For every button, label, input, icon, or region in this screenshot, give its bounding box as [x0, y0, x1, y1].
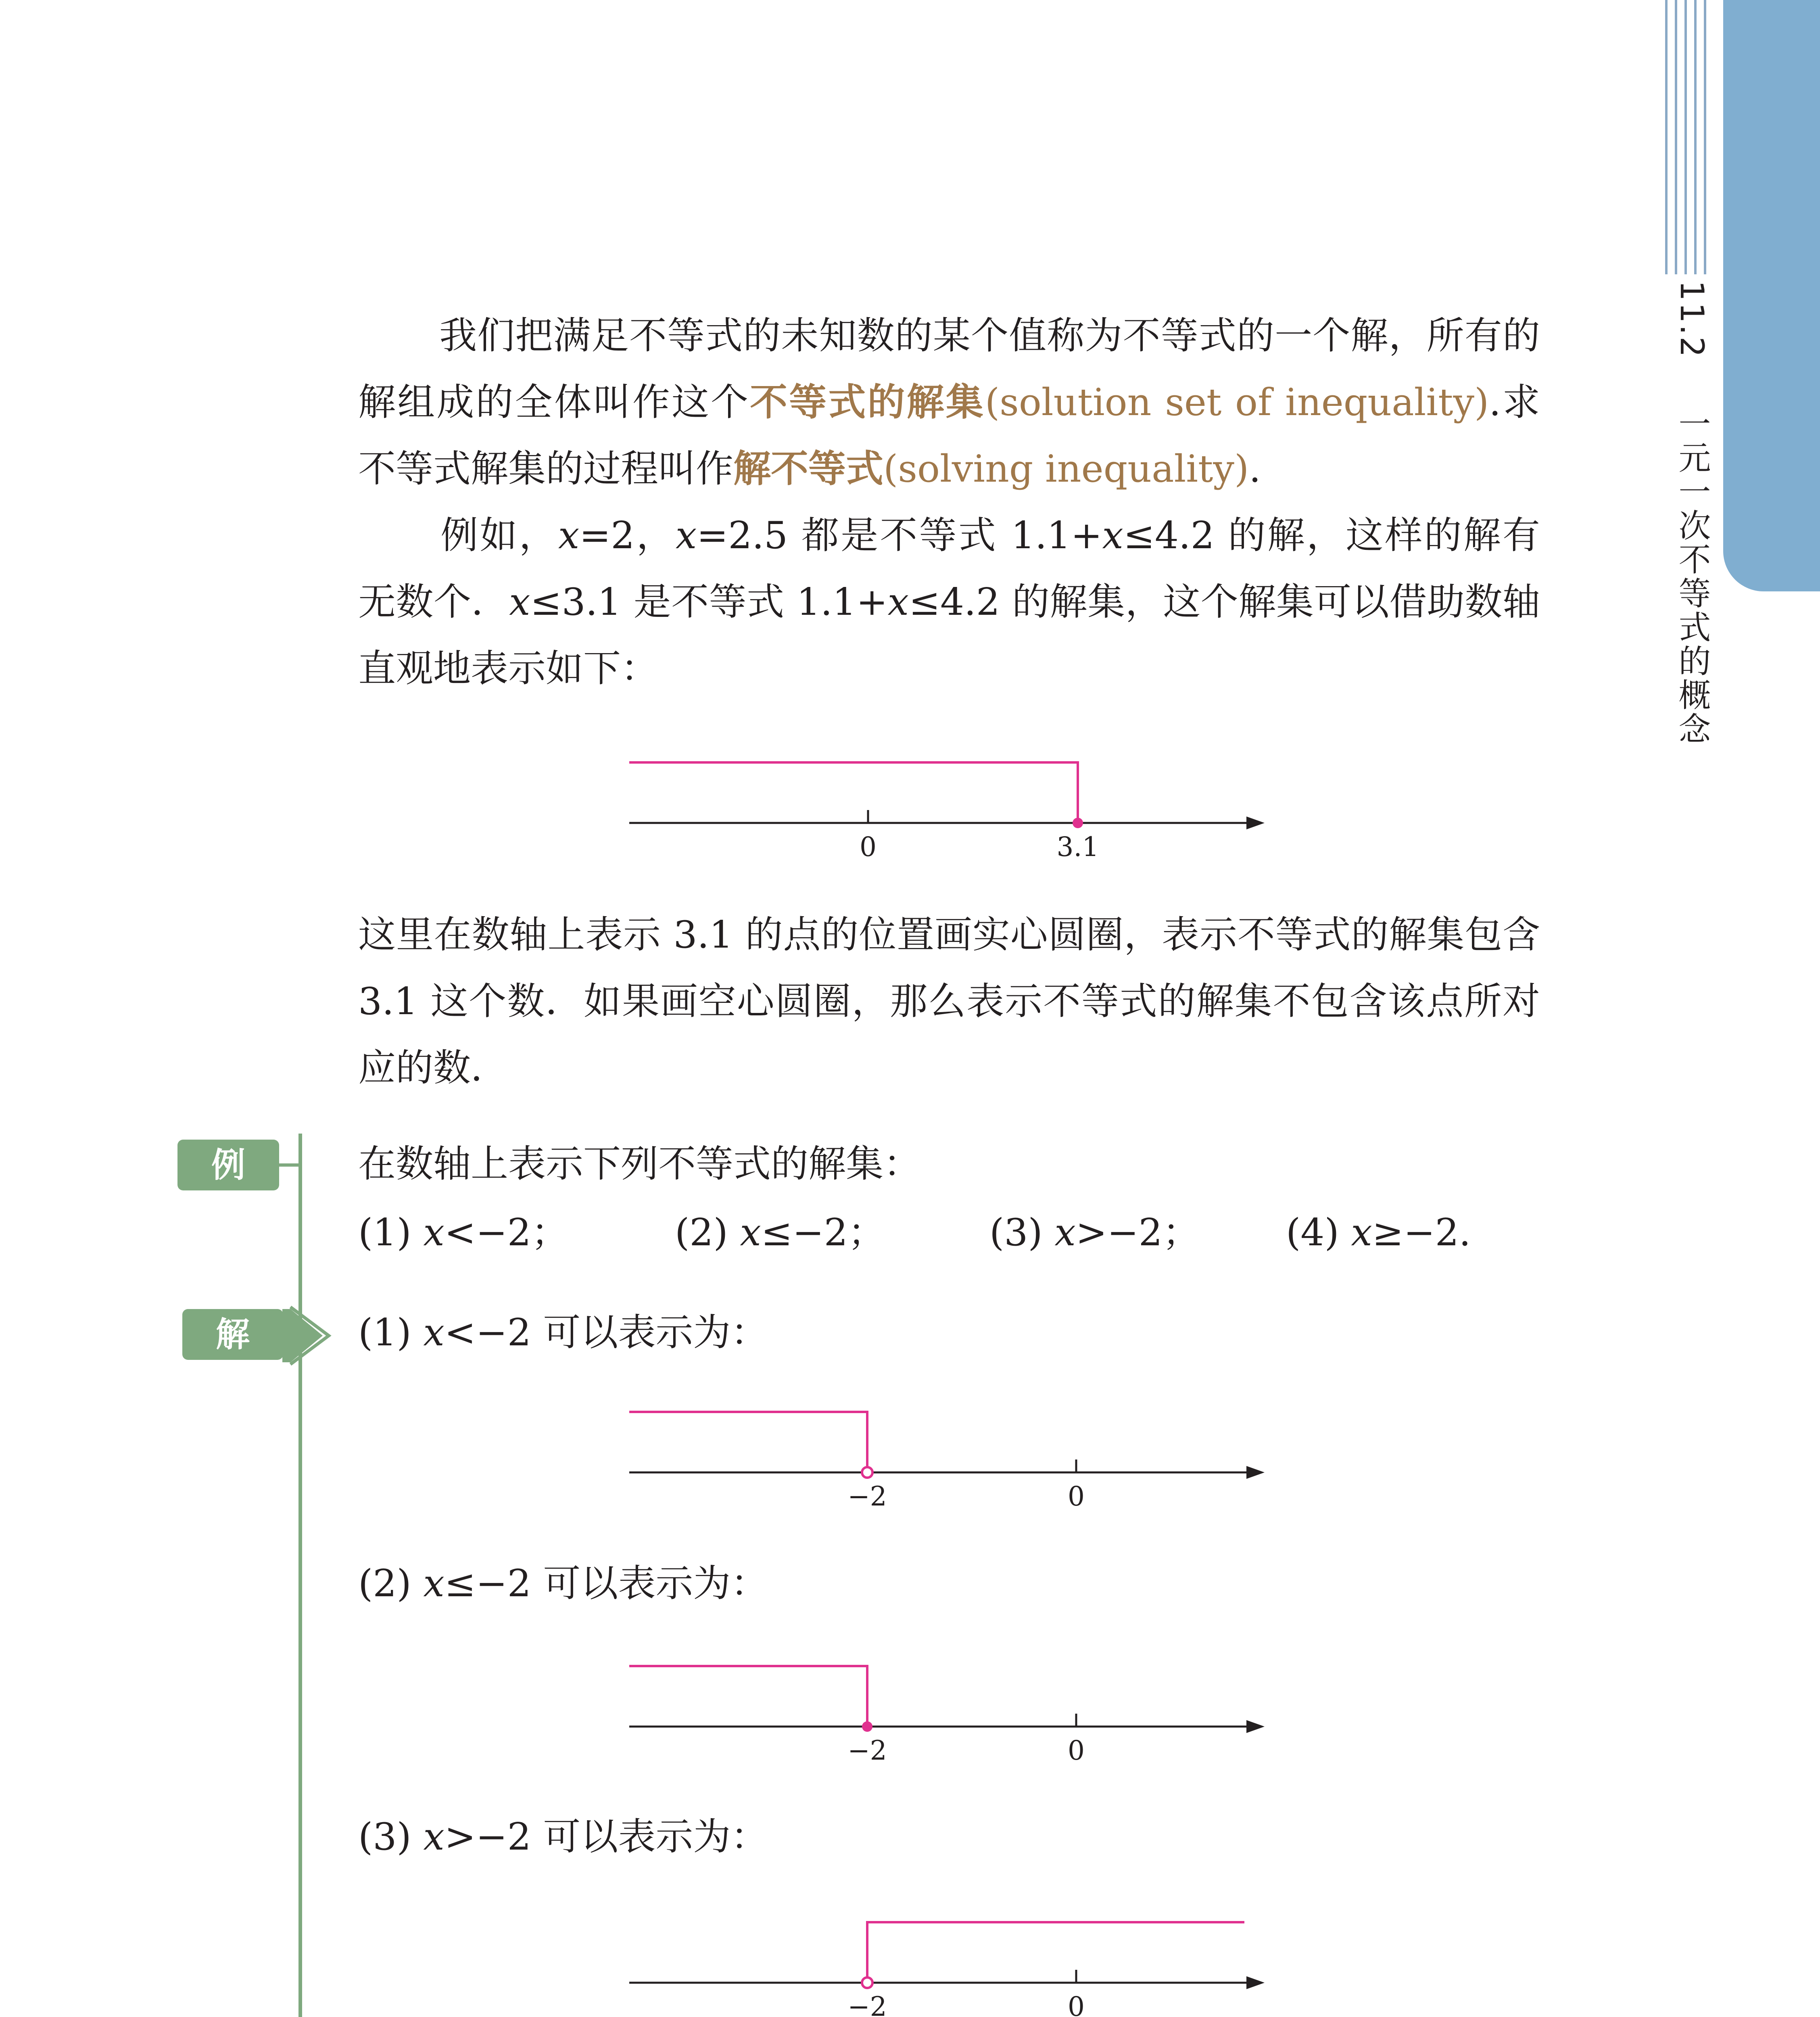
term-solving-inequality: 解不等式	[733, 447, 883, 491]
definition-paragraph: 我们把满足不等式的未知数的某个值称为不等式的一个解，所有的解组成的全体叫作这个不等式的解集(solution set of inequality).求不等式解集的过程叫作解不等式(solving inequality).	[358, 314, 1540, 491]
example-item-3: (3) x>−2；	[989, 1211, 1200, 1254]
chapter-tab-label	[1671, 280, 1715, 746]
tick-label-point: −2	[847, 1481, 887, 1512]
tick-label-zero: 0	[1068, 1735, 1085, 1766]
tick-label-zero: 0	[1068, 1481, 1085, 1512]
example-item-4: (4) x≥−2.	[1286, 1211, 1471, 1254]
example-prompt: 在数轴上表示下列不等式的解集：	[358, 1142, 921, 1186]
example-paragraph: 例如，x=2，x=2.5 都是不等式 1.1+x≤4.2 的解，这样的解有无数个．x≤3.1 是不等式 1.1+x≤4.2 的解集，这个解集可以借助数轴直观地表示如下：	[358, 514, 1540, 690]
tick-label-point: −2	[847, 1991, 887, 2017]
example-items	[358, 1206, 1471, 1259]
solution-step-2: (2) x≤−2 可以表示为：	[358, 1562, 768, 1605]
number-line-step-3	[629, 1910, 1275, 2017]
number-line-step-2	[629, 1654, 1275, 1767]
side-stripes	[1665, 0, 1714, 274]
tick-label-point: −2	[847, 1735, 887, 1766]
solution-tag-arrow	[282, 1305, 335, 1366]
example-item-1: (1) x<−2；	[358, 1211, 569, 1254]
section-number: 11.2	[1673, 280, 1711, 359]
example-connector	[279, 1163, 300, 1167]
number-line-step-1	[629, 1400, 1275, 1513]
solution-step-3: (3) x>−2 可以表示为：	[358, 1815, 768, 1858]
tick-label-point: 3.1	[1056, 831, 1099, 862]
example-item-2: (2) x≤−2；	[675, 1211, 885, 1254]
english-solving-inequality: (solving inequality)	[883, 447, 1249, 491]
section-title: 一元一次不等式的概念	[1673, 407, 1711, 746]
example-tag: 例	[177, 1140, 279, 1190]
chapter-tab	[1723, 0, 1820, 591]
solution-guide-line	[298, 1134, 302, 2017]
tick-label-zero: 0	[1068, 1991, 1085, 2017]
tick-label-zero: 0	[860, 831, 877, 862]
english-solution-set: (solution set of inequality)	[985, 380, 1489, 424]
number-line-intro	[629, 750, 1275, 863]
solution-tag: 解	[182, 1309, 283, 1360]
solution-step-1: (1) x<−2 可以表示为：	[358, 1311, 768, 1354]
term-solution-set: 不等式的解集	[750, 380, 985, 424]
circle-explanation-paragraph: 这里在数轴上表示 3.1 的点的位置画实心圆圈，表示不等式的解集包含 3.1 这个数．如果画空心圆圈，那么表示不等式的解集不包含该点所对应的数．	[358, 913, 1540, 1090]
